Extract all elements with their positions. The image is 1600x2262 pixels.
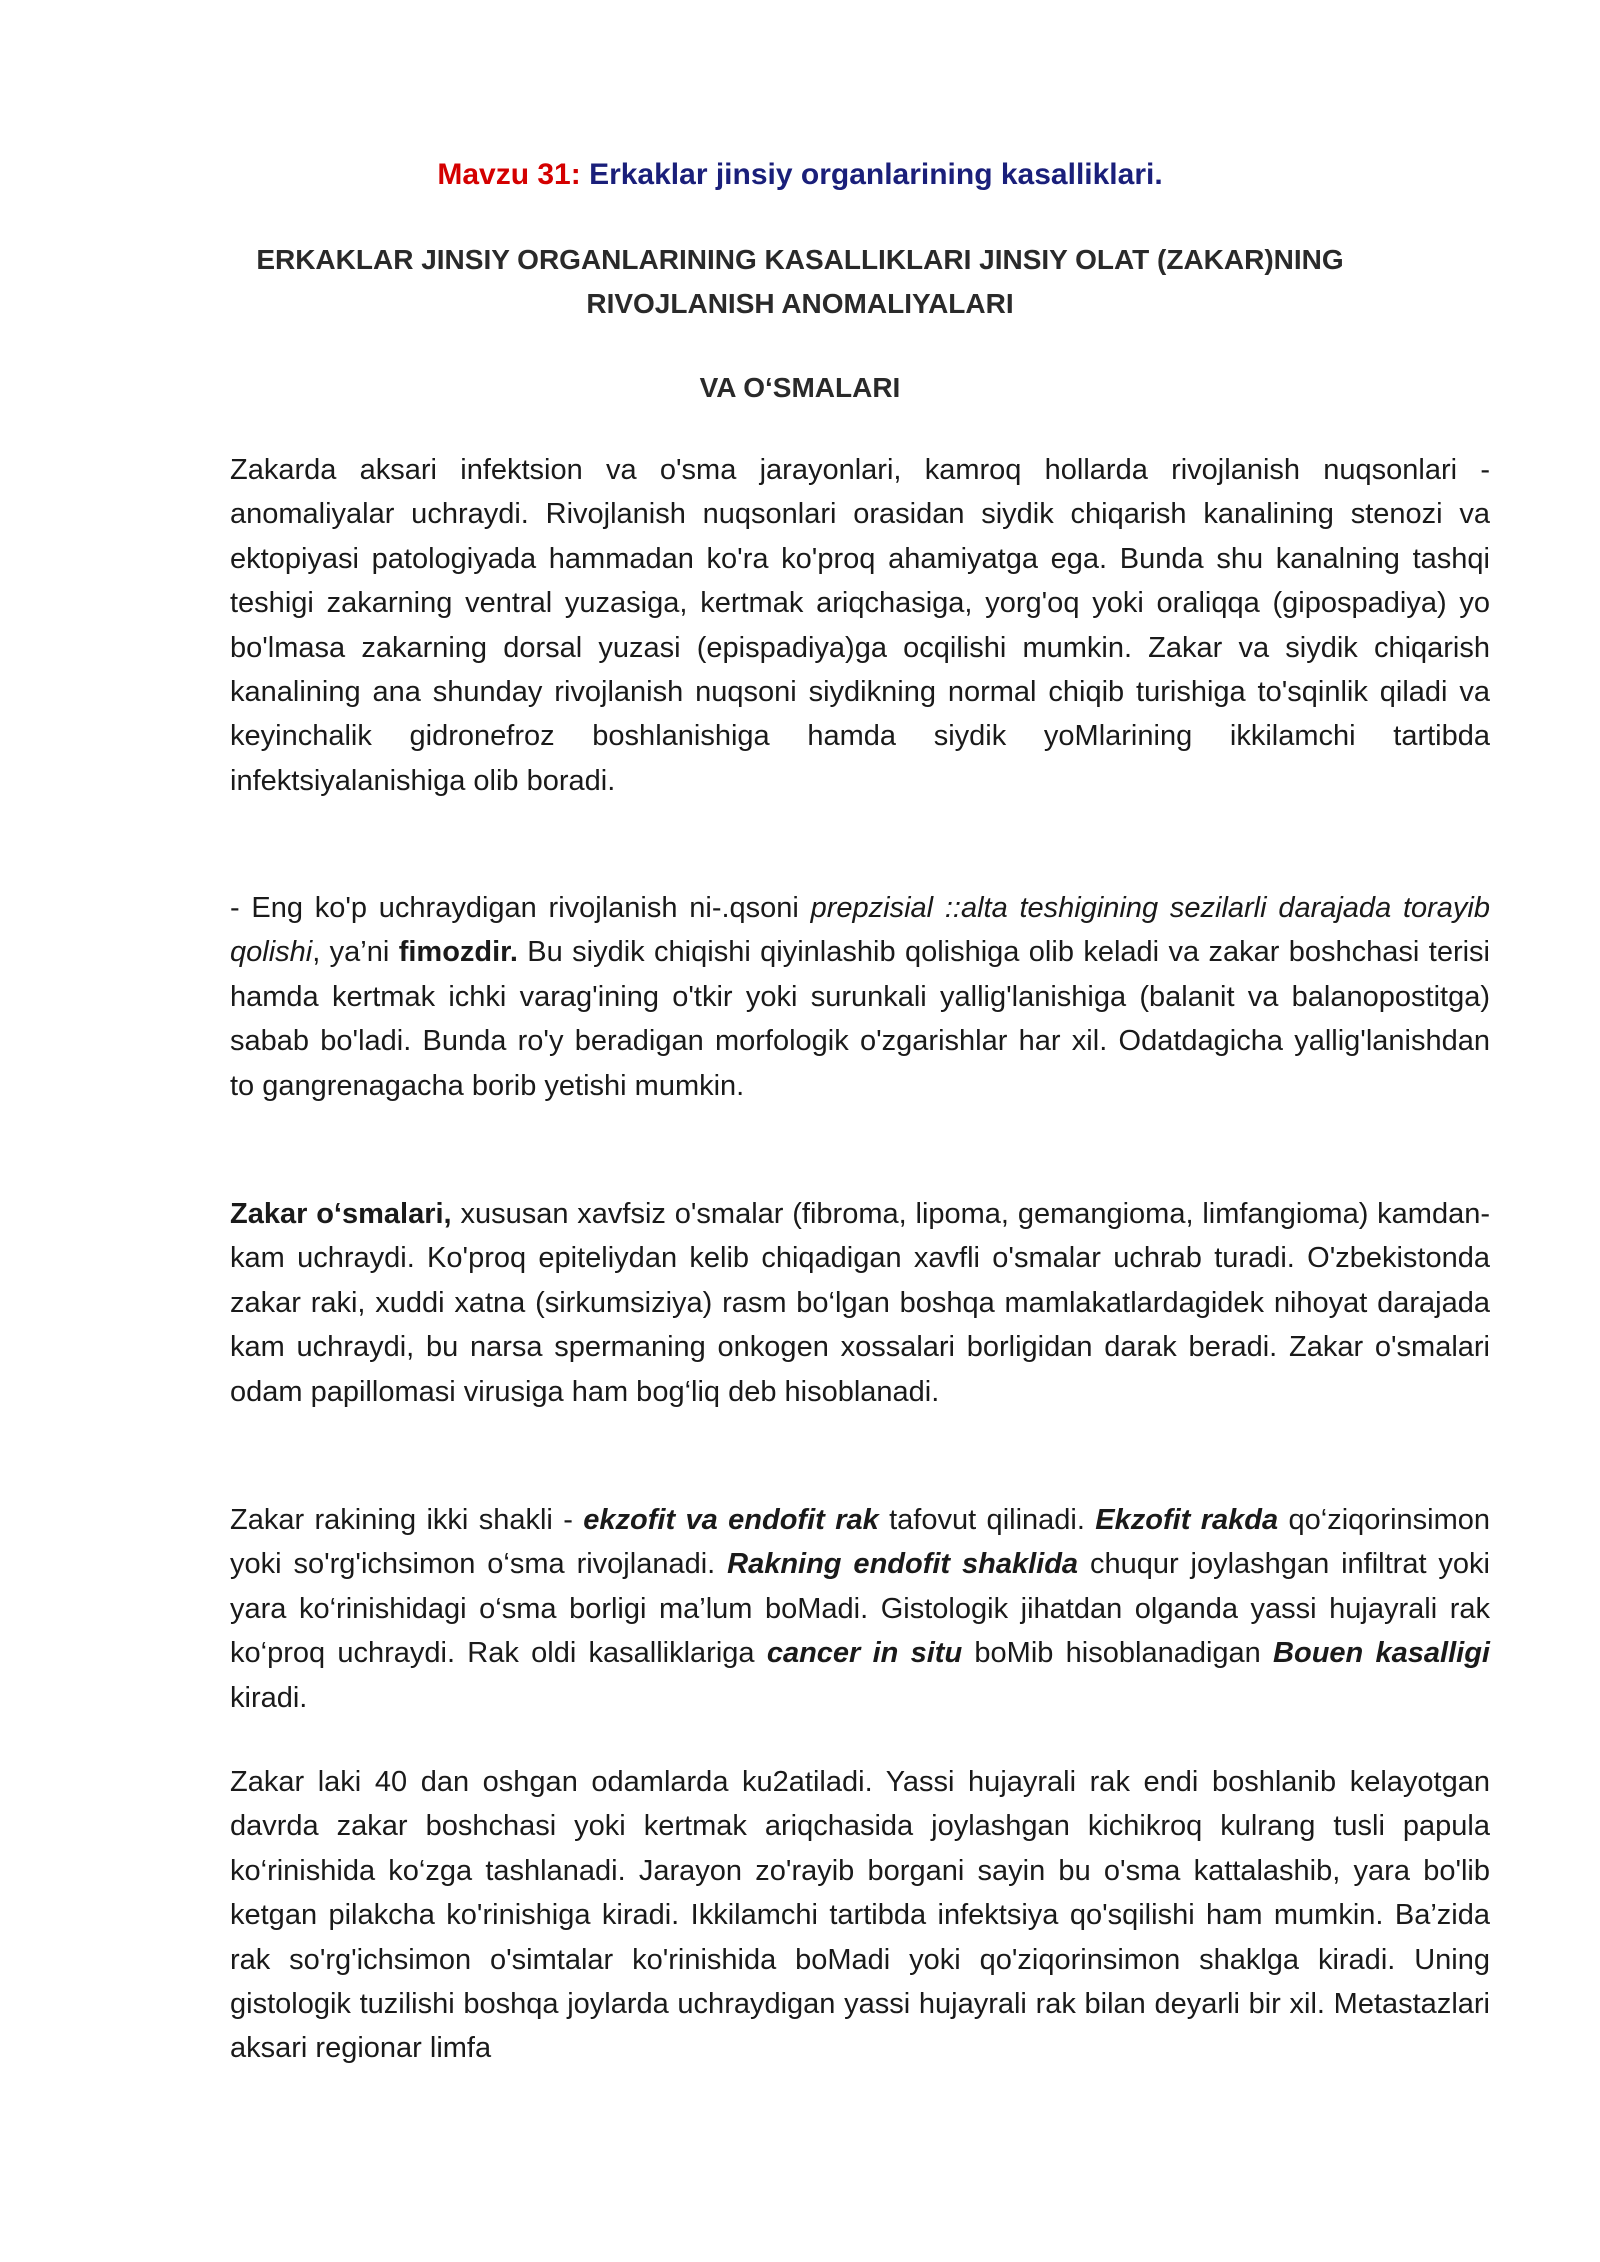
- paragraph-3: [230, 1192, 1490, 1414]
- p4-text-g: chuqur joylashgan infiltrat yoki yara ko‘rinishidagi o‘sma borligi ma’lum boMadi. Gistologik jihatdan olganda yassi hujayrali rak ko‘proq uchraydi. Rak oldi kasalliklariga: [230, 1548, 1491, 1670]
- paragraph-2: [230, 886, 1490, 1108]
- p4-term-ekzofit: Ekzofit rakda: [1095, 1504, 1279, 1536]
- p3-bold-term: Zakar o‘smalari,: [230, 1198, 452, 1230]
- p2-text-c: , ya’ni: [312, 936, 399, 969]
- p4-term-cancer-in-situ: cancer in situ: [766, 1637, 963, 1670]
- p4-term-bouen: Bouen kasalligi: [1273, 1637, 1490, 1670]
- p4-text-a: Zakar rakining ikki shakli -: [230, 1504, 584, 1536]
- topic-label: Mavzu 31:: [437, 158, 581, 191]
- paragraph-5: Zakar laki 40 dan oshgan odamlarda ku2atiladi. Yassi hujayrali rak endi boshlanib kelayotgan davrda zakar boshchasi yoki kertmak ariqchasida joylashgan kichikroq kulrang tusli papula ko‘rinishida ko‘zga tashlanadi. Jarayon zo'rayib borgani sayin bu o'sma kattalashib, yara bo'lib ketgan pilakcha ko'rinishiga kiradi. Ikkilamchi tartibda infektsiya qo'sqilishi ham mumkin. Ba’zida rak so'rg'ichsimon o'simtalar ko'rinishida boMadi yoki qo'ziqorinsimon shaklga kiradi. Uning gistologik tuzilishi boshqa joylarda uchraydigan yassi hujayrali rak bilan deyarli bir xil. Metastazlari aksari regionar limfa: [230, 1766, 1490, 2065]
- p4-text-i: boMib hisoblanadigan: [962, 1637, 1274, 1670]
- p2-text-e: Bu siydik chiqishi qiyinlashib qolishiga olib keladi va zakar boshchasi terisi hamda kertmak ichki varag'ining o'tkir yoki surunkali yallig'lanishiga (balanit va balanopostitga) sabab bo'ladi. Bunda ro'y beradigan morfologik o'zgarishlar har xil. Odatdagicha yallig'lanishdan to gangrenagacha borib yetishi mumkin.: [230, 936, 1490, 1102]
- p4-text-k: kiradi.: [230, 1681, 308, 1714]
- p4-term-rak-types: ekzofit va endofit rak: [583, 1504, 879, 1536]
- p3-text-b: xususan xavfsiz o'smalar (fibroma, lipoma, gemangioma, limfangioma) kamdan-kam uchraydi. Ko'proq epiteliydan kelib chiqadigan xavfli o'smalar uchrab turadi. O'zbekistonda zakar raki, xuddi xatna (sirkumsiziya) rasm bo‘lgan boshqa mamlakatlardagidek nihoyat darajada kam uchraydi, bu narsa spermaning onkogen xossalari borligidan darak beradi. Zakar o'smalari odam papillomasi virusiga ham bog‘liq deb hisoblanadi.: [230, 1198, 1491, 1408]
- p2-italic-term: prepzisial ::alta teshigining sezilarli darajada torayib qolishi: [230, 892, 1490, 969]
- paragraph-1: Zakarda aksari infektsion va o'sma jarayonlari, kamroq hollarda rivojlanish nuqsonlari - anomaliyalar uchraydi. Rivojlanish nuqsonlari orasidan siydik chiqarish kanalining stenozi va ektopiyasi patologiyada hammadan ko'ra ko'proq ahamiyatga ega. Bunda shu kanalning tashqi teshigi zakarning ventral yuzasiga, kertmak ariqchasiga, yorg'oq yoki oraliqqa (gipospadiya) yo bo'lmasa zakarning dorsal yuzasi (epispadiya)ga ocqilishi mumkin. Zakar va siydik chiqarish kanalining ana shunday rivojlanish nuqsoni siydikning normal chiqib turishiga to'sqinlik qiladi va keyinchalik gidronefroz boshlanishiga hamda siydik yoMlarining ikkilamchi tartibda infektsiyalanishiga olib boradi.: [230, 454, 1490, 797]
- p2-text-a: - Eng ko'p uchraydigan rivojlanish ni-.qsoni: [230, 892, 811, 924]
- topic-title: Erkaklar jinsiy organlarining kasalliklari.: [589, 158, 1163, 191]
- section-subheading: VA O‘SMALARI: [699, 372, 901, 403]
- section-heading: ERKAKLAR JINSIY ORGANLARINING KASALLIKLARI JINSIY OLAT (ZAKAR)NING RIVOJLANISH ANOMALIYALARI: [256, 244, 1344, 319]
- p2-bold-term: fimozdir.: [398, 936, 518, 969]
- p4-text-e: qo‘ziqorinsimon yoki so'rg'ichsimon o‘sma rivojlanadi.: [230, 1504, 1490, 1581]
- p4-text-c: tafovut qilinadi.: [878, 1504, 1096, 1536]
- p4-term-endofit: Rakning endofit shaklida: [727, 1548, 1079, 1581]
- paragraph-4: [230, 1498, 1490, 1720]
- document-title: [0, 155, 1600, 195]
